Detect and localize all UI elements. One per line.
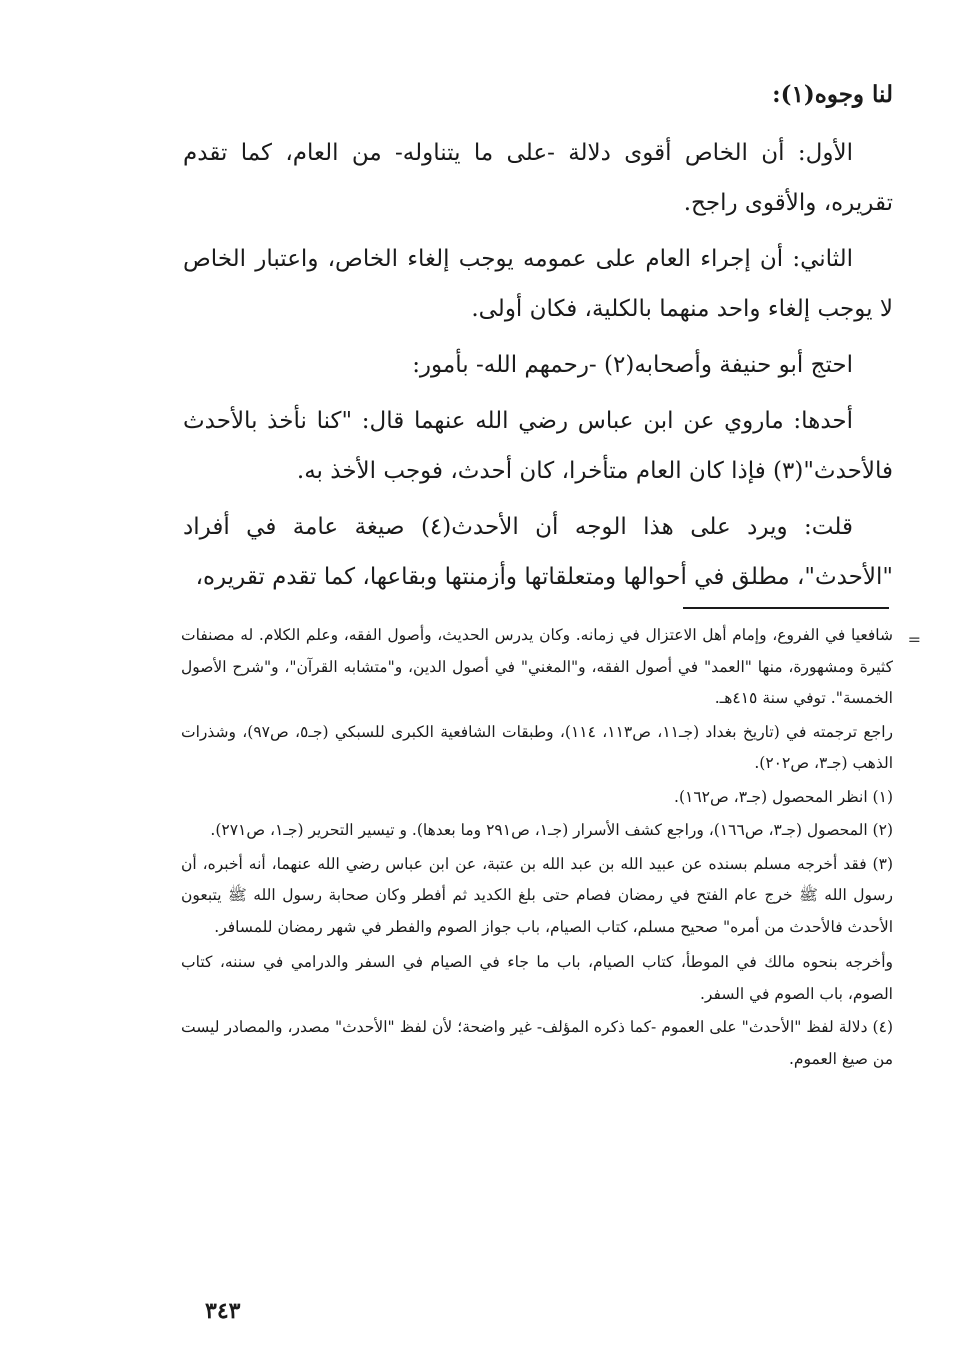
footnote-continuation-text: شافعيا في الفروع، وإمام أهل الاعتزال في زمانه. وكان يدرس الحديث، وأصول الفقه، وعلم الكلام. له مصنفات كثيرة ومشهورة، منها "العمد" في أصول الفقه، و"المغني" في أصول الدين، و"متشابه القرآن"، و"شرح الأصول الخمسة". توفي سنة ٤١٥هـ. — [181, 626, 893, 707]
paragraph-first-evidence: أحدها: ماروي عن ابن عباس رضي الله عنهما قال: "كنا نأخذ بالأحدث فالأحدث"(٣) فإذا كان العام متأخرا، كان أحدث، فوجب الأخذ به. — [183, 408, 893, 484]
paragraph-second-argument: الثاني: أن إجراء العام على عمومه يوجب إلغاء الخاص، واعتبار الخاص لا يوجب إلغاء واحد منهما بالكلية، فكان أولى. — [183, 246, 893, 322]
footnote-1: (١) انظر المحصول (جـ٣، ص١٦٢). — [674, 787, 893, 806]
footnote-3: (٣) فقد أخرجه مسلم بسنده عن عبيد الله بن عبد الله بن عتبة، عن ابن عباس رضي الله عنهما، أنه أخبره، أن رسول الله ﷺ خرج عام الفتح في رمضان فصام حتى بلغ الكديد ثم أفطر وكان صحابة رسول الله ﷺ يتبعون الأحدث فالأحدث من أمره" صحيح مسلم، كتاب الصيام، باب جواز الصوم والفطر في شهر رمضان للمسافر. — [181, 854, 893, 936]
main-text-block — [183, 70, 893, 608]
footnote-continuation-references: راجع ترجمته في (تاريخ بغداد (جـ١١، ص١١٣، ١١٤)، وطبقات الشافعية الكبرى للسبكي (جـ٥، ص٩٧)، وشذرات الذهب (جـ٣، ص٢٠٢). — [181, 722, 894, 772]
paragraph-objection: قلت: ويرد على هذا الوجه أن الأحدث(٤) صيغة عامة في أفراد "الأحدث"، مطلق في أحوالها ومتعلقاتها وأزمنتها وبقاعها، كما تقدم تقريره، — [183, 514, 893, 590]
footnote-continuation-mark: = — [907, 630, 921, 649]
footnotes-block — [181, 620, 893, 1077]
footnote-separator — [683, 607, 889, 609]
footnote-2: (٢) المحصول (جـ٣، ص١٦٦)، وراجع كشف الأسرار (جـ١، ص٢٩١ وما بعدها). و تيسير التحرير (جـ١، ص٢٧١). — [210, 821, 893, 839]
page-number: ٣٤٣ — [205, 1298, 241, 1324]
paragraph-abu-hanifa: احتج أبو حنيفة وأصحابه(٢) -رحمهم الله- بأمور: — [412, 352, 853, 378]
section-heading: لنا وجوه(١): — [772, 81, 893, 108]
footnote-3-extra: وأخرجه بنحوه مالك في الموطأ، كتاب الصيام، باب ما جاء في الصيام في السفر والدرامي في سننه، كتاب الصوم، باب الصوم في السفر. — [181, 953, 893, 1003]
paragraph-first-argument: الأول: أن الخاص أقوى دلالة -على ما يتناوله- من العام، كما تقدم تقريره، والأقوى راجح. — [183, 140, 893, 216]
footnote-4: (٤) دلالة لفظ "الأحدث" على العموم -كما ذكره المؤلف- غير واضحة؛ لأن لفظ "الأحدث" مصدر، والمصادر ليست من صيغ العموم. — [181, 1018, 893, 1068]
